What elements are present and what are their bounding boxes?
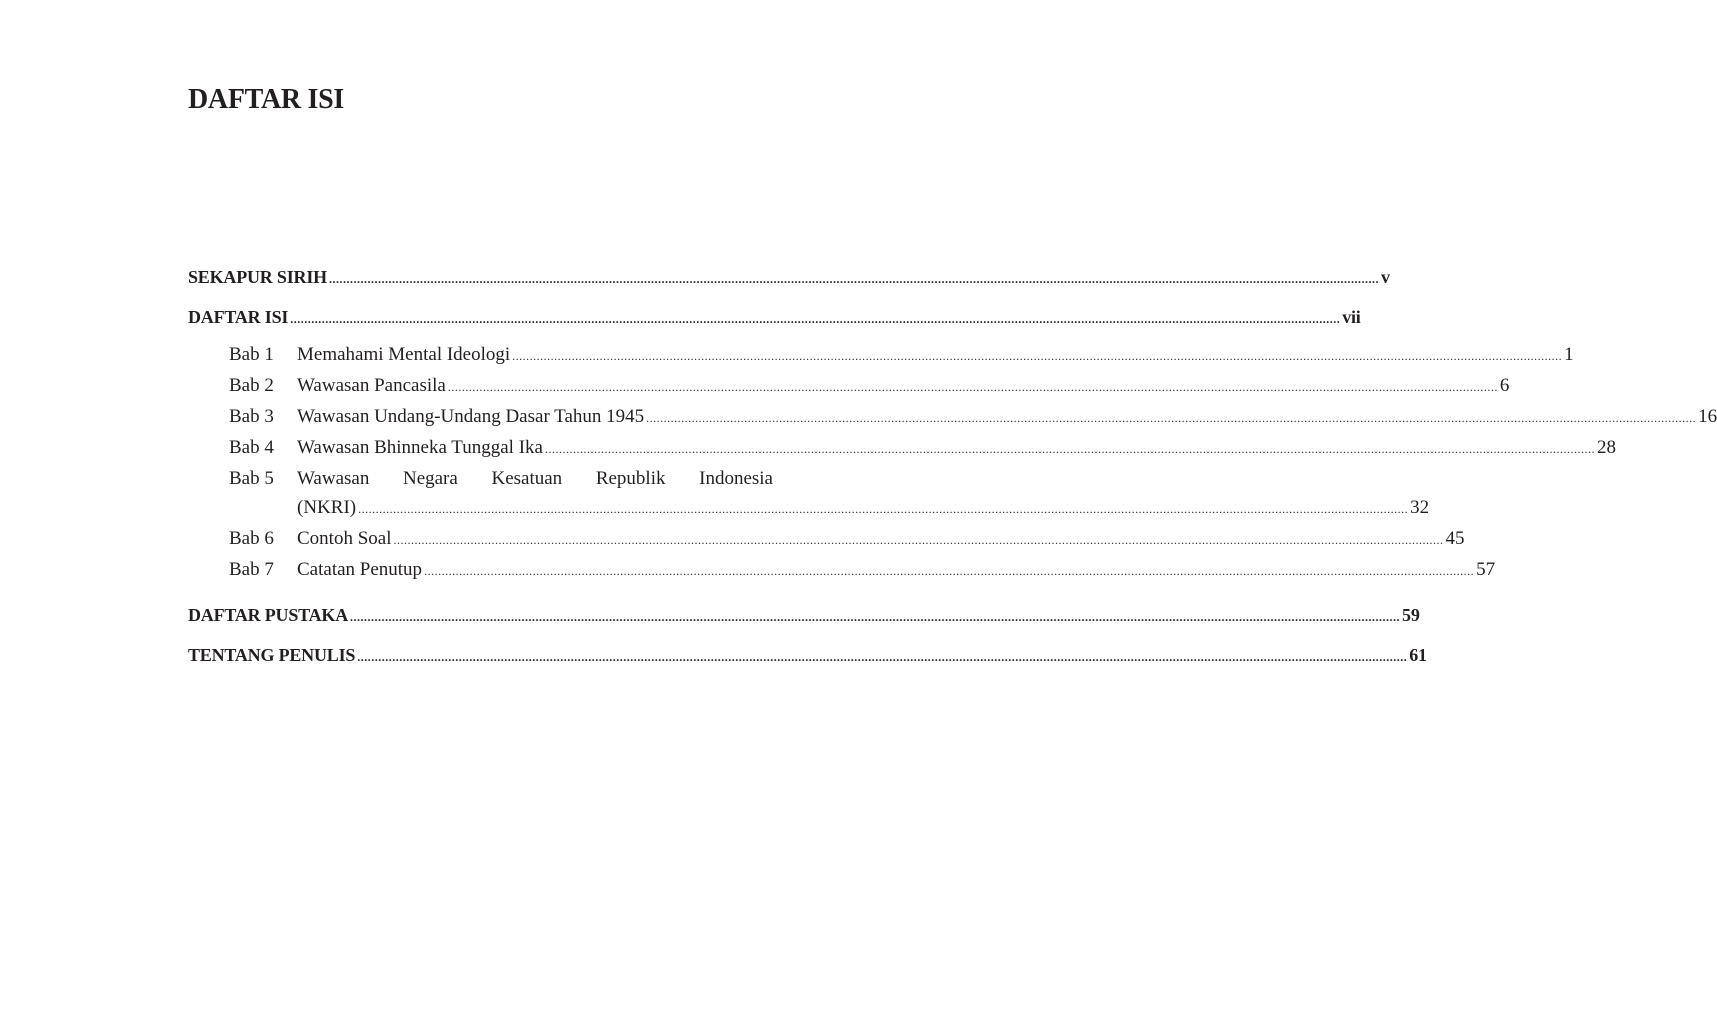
dot-leader: ............................................................................................................................................................................................................................................................................................................ [512,349,1563,363]
dot-leader: ............................................................................................................................................................................................................................................................................................................ [424,564,1475,578]
chapter-title-line-2: (NKRI) [297,497,357,518]
chapter-title: Memahami Mental Ideologi [297,344,511,365]
page-title: DAFTAR ISI [188,84,344,115]
toc-entry-sekapur-sirih[interactable] [188,258,1390,298]
chapter-number: Bab 3 [229,406,274,427]
toc-chapter-6[interactable] [229,524,1465,555]
dot-leader: ............................................................................................................................................................................................................................................................................................................ [328,272,1379,286]
toc-entry-tentang-penulis[interactable] [188,636,1427,676]
toc-chapter-2[interactable] [229,371,1510,402]
chapter-number: Bab 4 [229,437,274,458]
chapter-title: Wawasan Undang-Undang Dasar Tahun 1945 [297,406,645,427]
chapter-title-word: Negara [402,468,458,489]
chapter-title-word: Wawasan [297,468,370,489]
dot-leader: ............................................................................................................................................................................................................................................................................................................ [357,650,1408,664]
dot-leader: ............................................................................................................................................................................................................................................................................................................ [350,610,1401,624]
chapter-page: 1 [1564,344,1574,365]
toc-chapter-7[interactable] [229,555,1496,586]
chapter-page: 16 [1698,406,1717,427]
toc-entry-daftar-pustaka[interactable] [188,596,1420,636]
table-of-contents [188,258,1717,676]
dot-leader: ............................................................................................................................................................................................................................................................................................................ [358,502,1409,516]
chapter-title: Catatan Penutup [297,559,423,580]
chapter-title: Wawasan Pancasila [297,375,446,396]
chapter-title-word: Republik [595,468,666,489]
dot-leader: ............................................................................................................................................................................................................................................................................................................ [393,533,1444,547]
chapter-title: Wawasan Bhinneka Tunggal Ika [297,437,543,458]
chapter-page: 6 [1499,375,1510,396]
toc-chapter-3[interactable] [229,402,1717,433]
chapter-title-line-1 [297,464,773,493]
toc-entry-label: TENTANG PENULIS [188,645,356,665]
chapter-page: 57 [1476,559,1496,580]
toc-chapter-1[interactable] [229,340,1574,371]
chapter-list [188,340,1717,586]
chapter-title-word: Indonesia [699,468,773,489]
chapter-title-word: Kesatuan [491,468,563,489]
toc-entry-page: 61 [1409,645,1427,665]
chapter-number: Bab 2 [229,375,274,396]
chapter-number: Bab 6 [229,528,274,549]
chapter-page: 32 [1410,497,1430,518]
toc-chapter-5[interactable] [229,464,1430,524]
toc-chapter-4[interactable] [229,433,1616,464]
dot-leader: ............................................................................................................................................................................................................................................................................................................ [447,380,1498,394]
toc-entry-label: DAFTAR ISI [188,307,289,327]
chapter-title: Contoh Soal [297,528,392,549]
dot-leader: ............................................................................................................................................................................................................................................................................................................ [646,411,1697,425]
dot-leader: ............................................................................................................................................................................................................................................................................................................ [290,312,1341,326]
chapter-number: Bab 7 [229,559,274,580]
toc-entry-label: SEKAPUR SIRIH [188,267,327,287]
chapter-page: 28 [1596,437,1616,458]
toc-entry-page: 59 [1402,605,1420,625]
chapter-number: Bab 1 [229,344,274,365]
toc-entry-page: v [1380,267,1390,287]
toc-entry-page: vii [1342,307,1361,327]
dot-leader: ............................................................................................................................................................................................................................................................................................................ [544,442,1595,456]
chapter-page: 45 [1445,528,1465,549]
toc-entry-label: DAFTAR PUSTAKA [188,605,349,625]
toc-entry-daftar-isi[interactable] [188,298,1361,338]
chapter-number: Bab 5 [229,468,274,489]
